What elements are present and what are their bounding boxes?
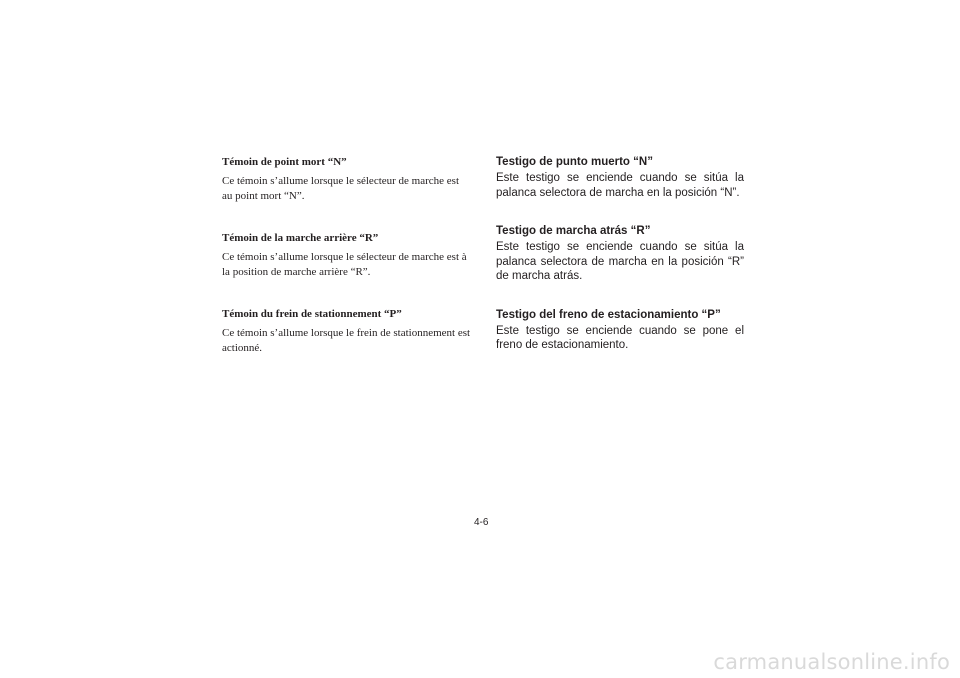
section-body: Este testigo se enciende cuando se sitúa la palanca selectora de marcha en la posición “N”. [496,172,744,199]
section-neutral-indicator-fr [222,155,472,203]
watermark: carmanualsonline.info [713,650,950,674]
section-body: Ce témoin s’allume lorsque le sélecteur de marche est au point mort “N”. [222,175,460,202]
section-reverse-indicator-es [496,224,744,284]
section-heading: Testigo de marcha atrás “R” [496,225,651,237]
french-column [222,155,472,355]
page-number: 4-6 [474,517,489,528]
section-parking-brake-indicator-es [496,308,744,353]
section-body: Este testigo se enciende cuando se pone el freno de estacionamiento. [496,324,744,351]
section-parking-brake-indicator-fr [222,307,472,355]
section-heading: Testigo del freno de estacionamiento “P” [496,308,721,321]
section-heading: Témoin de la marche arrière “R” [222,232,379,244]
section-heading: Témoin du frein de stationnement “P” [222,308,402,320]
section-body: Este testigo se enciende cuando se sitúa la palanca selectora de marcha en la posición “R” de marcha atrás. [496,241,744,282]
section-body: Ce témoin s’allume lorsque le sélecteur de marche est à la position de marche arrière “R”. [222,251,467,278]
section-heading: Testigo de punto muerto “N” [496,156,653,168]
spanish-column [496,155,744,353]
section-reverse-indicator-fr [222,231,472,279]
section-heading: Témoin de point mort “N” [222,156,347,168]
section-neutral-indicator-es [496,155,744,200]
section-body: Ce témoin s’allume lorsque le frein de stationnement est actionné. [222,327,471,354]
